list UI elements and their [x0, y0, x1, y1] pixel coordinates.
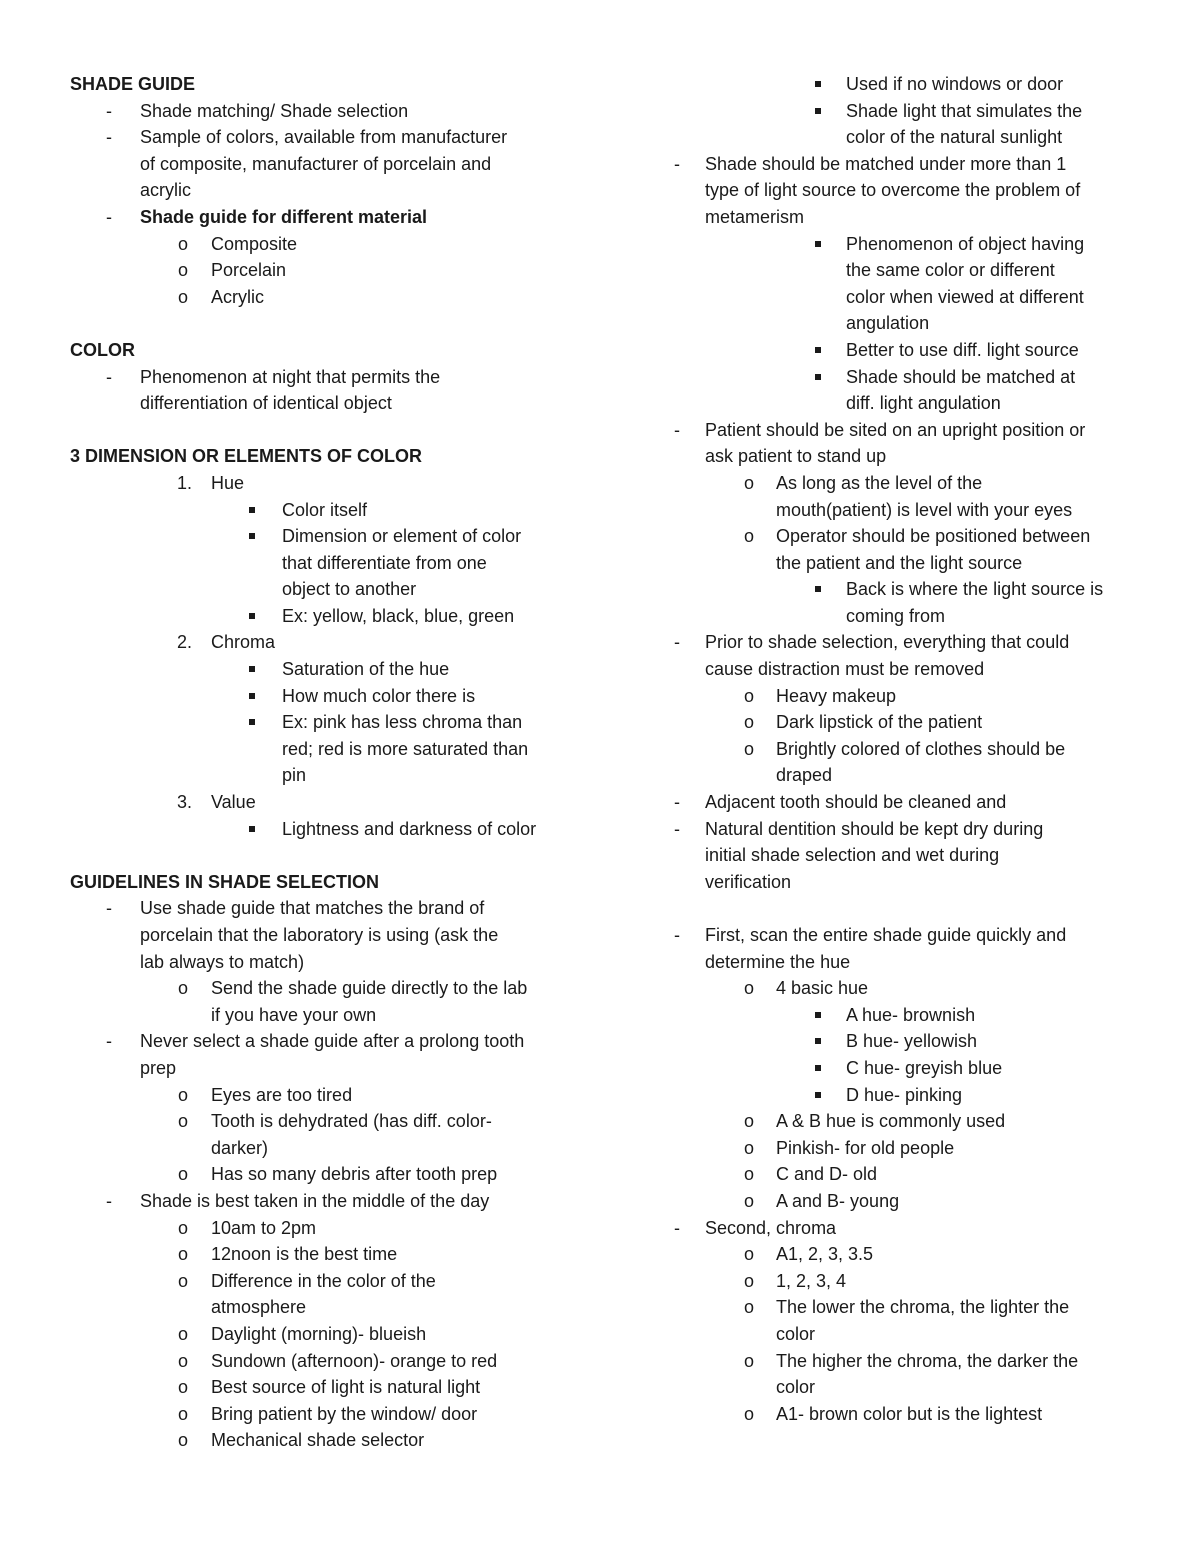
list-item-text: Heavy makeup	[776, 685, 897, 706]
list-item-continuation	[670, 257, 1140, 284]
list-item	[670, 523, 1140, 550]
circle-bullet-icon: o	[178, 1403, 189, 1424]
list-item-text: How much color there is	[282, 685, 476, 706]
list-item-text: Phenomenon of object having	[846, 233, 1085, 254]
list-item-continuation	[70, 576, 590, 603]
list-item-continuation	[70, 151, 590, 178]
list-item	[70, 497, 590, 524]
list-item	[670, 1268, 1140, 1295]
list-item-text: Hue	[211, 472, 245, 493]
list-item-text: diff. light angulation	[846, 393, 1001, 414]
list-item-continuation	[70, 1055, 590, 1082]
circle-bullet-icon: o	[178, 1244, 189, 1265]
list-item	[70, 1241, 590, 1268]
list-item-text: Shade matching/ Shade selection	[140, 100, 409, 121]
list-item	[70, 124, 590, 151]
list-item-text: mouth(patient) is level with your eyes	[776, 499, 1073, 520]
list-item-text: prep	[140, 1057, 177, 1078]
list-item	[670, 417, 1140, 444]
circle-bullet-icon: o	[744, 1244, 755, 1265]
list-item-text: metamerism	[705, 206, 805, 227]
list-item-text: Has so many debris after tooth prep	[211, 1164, 498, 1185]
list-item-continuation	[70, 1294, 590, 1321]
list-item	[670, 683, 1140, 710]
list-item	[670, 576, 1140, 603]
list-item	[70, 1348, 590, 1375]
list-item-text: Prior to shade selection, everything that could	[705, 632, 1070, 653]
list-item-text: initial shade selection and wet during	[705, 845, 1000, 866]
list-item-text: C and D- old	[776, 1164, 878, 1185]
square-bullet-icon	[249, 816, 255, 843]
list-item-text: Bring patient by the window/ door	[211, 1403, 478, 1424]
dash-bullet-icon: -	[674, 925, 680, 945]
list-item-continuation	[670, 284, 1140, 311]
circle-bullet-icon: o	[178, 1377, 189, 1398]
list-item-text: determine the hue	[705, 951, 851, 972]
spacer	[70, 842, 590, 869]
list-item-text: 10am to 2pm	[211, 1217, 317, 1238]
dash-bullet-icon: -	[674, 632, 680, 653]
list-item-text: Shade is best taken in the middle of the day	[140, 1190, 490, 1211]
list-item-text: Best source of light is natural light	[211, 1377, 481, 1398]
list-item-text: darker)	[211, 1137, 269, 1158]
list-item	[670, 816, 1140, 843]
circle-bullet-icon: o	[178, 978, 189, 999]
list-item-text: Phenomenon at night that permits the	[140, 366, 441, 387]
list-number: 3.	[177, 792, 193, 813]
list-item-text: 4 basic hue	[776, 978, 869, 999]
list-item-text: atmosphere	[211, 1297, 307, 1318]
list-item	[70, 1215, 590, 1242]
list-item-text: Chroma	[211, 632, 276, 653]
list-item-text: Mechanical shade selector	[211, 1430, 425, 1451]
list-item	[70, 364, 590, 391]
list-item-text: Color itself	[282, 499, 368, 520]
list-item	[70, 1427, 590, 1454]
list-item-text: Use shade guide that matches the brand of	[140, 898, 485, 919]
circle-bullet-icon: o	[178, 1430, 189, 1451]
list-item-continuation	[70, 390, 590, 417]
spacer	[70, 417, 590, 444]
list-item-text: Shade light that simulates the	[846, 100, 1083, 121]
list-item	[670, 364, 1140, 391]
list-item-text: D hue- pinking	[846, 1084, 963, 1105]
list-item-text: Dimension or element of color	[282, 526, 522, 547]
list-item	[670, 789, 1140, 816]
list-item-continuation	[670, 550, 1140, 577]
list-item-text: Shade guide for different material	[140, 206, 428, 227]
square-bullet-icon	[815, 71, 821, 98]
list-item-text: Adjacent tooth should be cleaned and	[705, 792, 1007, 813]
list-item	[670, 922, 1140, 949]
square-bullet-icon	[815, 364, 821, 391]
list-item-continuation	[670, 949, 1140, 976]
list-item-continuation	[670, 869, 1140, 896]
list-item-text: porcelain that the laboratory is using (ask the	[140, 925, 499, 945]
list-item	[70, 470, 590, 497]
circle-bullet-icon: o	[744, 526, 755, 547]
list-item-continuation	[670, 204, 1140, 231]
list-item	[670, 975, 1140, 1002]
list-item-text: Used if no windows or door	[846, 74, 1064, 94]
list-item-text: color of the natural sunlight	[846, 127, 1063, 148]
list-item-text: draped	[776, 765, 833, 786]
list-item-text: Difference in the color of the	[211, 1270, 436, 1291]
list-item-continuation	[670, 603, 1140, 630]
list-item-text: differentiation of identical object	[140, 393, 392, 414]
list-item-text: Natural dentition should be kept dry during	[705, 818, 1044, 839]
dash-bullet-icon: -	[106, 1031, 112, 1052]
list-item	[670, 1294, 1140, 1321]
list-item-text: red; red is more saturated than	[282, 738, 529, 759]
circle-bullet-icon: o	[744, 1111, 755, 1132]
list-item	[70, 231, 590, 258]
list-item	[70, 656, 590, 683]
list-item-text: Back is where the light source is	[846, 579, 1104, 600]
list-item	[670, 1082, 1140, 1109]
list-item-text: Daylight (morning)- blueish	[211, 1323, 427, 1344]
list-item	[70, 603, 590, 630]
list-item-text: 1, 2, 3, 4	[776, 1270, 847, 1291]
list-item-continuation	[670, 497, 1140, 524]
list-item-text: Acrylic	[211, 286, 264, 307]
circle-bullet-icon: o	[744, 472, 755, 493]
list-item-continuation	[70, 736, 590, 763]
list-item-text: Send the shade guide directly to the lab	[211, 978, 528, 999]
list-item-text: Value	[211, 792, 256, 813]
square-bullet-icon	[249, 523, 255, 550]
list-item-continuation	[670, 842, 1140, 869]
list-item-text: type of light source to overcome the problem of	[705, 180, 1081, 201]
list-item-continuation	[70, 922, 590, 949]
dash-bullet-icon: -	[106, 100, 112, 121]
list-item	[70, 816, 590, 843]
list-item-text: Composite	[211, 233, 298, 254]
list-item-continuation	[70, 949, 590, 976]
list-item-text: ask patient to stand up	[705, 446, 887, 467]
list-item-text: A1, 2, 3, 3.5	[776, 1244, 874, 1265]
list-item-text: angulation	[846, 313, 930, 334]
list-item	[670, 1188, 1140, 1215]
dash-bullet-icon: -	[106, 206, 112, 227]
list-item	[670, 1215, 1140, 1242]
list-item-text: if you have your own	[211, 1004, 377, 1025]
list-item	[70, 1108, 590, 1135]
list-item-text: verification	[705, 871, 792, 892]
list-item-text: Tooth is dehydrated (has diff. color-	[211, 1111, 492, 1132]
list-item	[70, 1082, 590, 1109]
list-item-text: acrylic	[140, 180, 192, 201]
square-bullet-icon	[815, 337, 821, 364]
circle-bullet-icon: o	[178, 1164, 189, 1185]
list-item-text: Ex: pink has less chroma than	[282, 712, 523, 733]
list-item-text: Ex: yellow, black, blue, green	[282, 605, 515, 626]
list-item-text: color	[776, 1377, 816, 1398]
list-item-text: Operator should be positioned between	[776, 526, 1091, 547]
list-item-continuation	[670, 310, 1140, 337]
dash-bullet-icon: -	[106, 366, 112, 387]
list-item	[70, 629, 590, 656]
list-item-text: A & B hue is commonly used	[776, 1111, 1006, 1132]
list-item-text: Dark lipstick of the patient	[776, 712, 983, 733]
list-item-text: 12noon is the best time	[211, 1244, 398, 1265]
section-heading: 3 DIMENSION OR ELEMENTS OF COLOR	[70, 446, 423, 467]
list-item-continuation	[670, 443, 1140, 470]
list-item	[70, 523, 590, 550]
list-item-text: Better to use diff. light source	[846, 339, 1079, 360]
list-item-text: Eyes are too tired	[211, 1084, 353, 1105]
section-heading: GUIDELINES IN SHADE SELECTION	[70, 871, 380, 892]
list-item-text: Pinkish- for old people	[776, 1137, 955, 1158]
list-item-text: B hue- yellowish	[846, 1031, 978, 1052]
list-item	[670, 1002, 1140, 1029]
list-item	[70, 1188, 590, 1215]
circle-bullet-icon: o	[744, 1270, 755, 1291]
list-item	[670, 1401, 1140, 1428]
list-number: 1.	[177, 472, 193, 493]
list-item	[670, 98, 1140, 125]
list-item	[670, 1108, 1140, 1135]
list-item-continuation	[70, 1002, 590, 1029]
list-item	[70, 1028, 590, 1055]
square-bullet-icon	[815, 1028, 821, 1055]
list-item-text: of composite, manufacturer of porcelain and	[140, 153, 492, 174]
dash-bullet-icon: -	[674, 792, 680, 813]
spacer	[70, 310, 590, 337]
square-bullet-icon	[815, 1002, 821, 1029]
list-item	[670, 709, 1140, 736]
circle-bullet-icon: o	[178, 1270, 189, 1291]
circle-bullet-icon: o	[178, 233, 189, 254]
square-bullet-icon	[249, 709, 255, 736]
square-bullet-icon	[815, 1055, 821, 1082]
list-item-text: As long as the level of the	[776, 472, 983, 493]
circle-bullet-icon: o	[744, 1164, 755, 1185]
dash-bullet-icon: -	[106, 1190, 112, 1211]
list-item-text: Second, chroma	[705, 1217, 837, 1238]
list-item-continuation	[670, 656, 1140, 683]
list-item-text: First, scan the entire shade guide quickly and	[705, 925, 1067, 945]
square-bullet-icon	[815, 576, 821, 603]
square-bullet-icon	[249, 497, 255, 524]
list-item-text: color	[776, 1323, 816, 1344]
list-item-continuation	[70, 1135, 590, 1162]
list-item-text: pin	[282, 765, 307, 786]
list-item-text: color when viewed at different	[846, 286, 1084, 307]
list-item	[70, 975, 590, 1002]
list-item-text: lab always to match)	[140, 951, 305, 972]
list-item	[670, 71, 1140, 98]
square-bullet-icon	[815, 1082, 821, 1109]
circle-bullet-icon: o	[178, 1323, 189, 1344]
circle-bullet-icon: o	[744, 1350, 755, 1371]
list-number: 2.	[177, 632, 193, 653]
circle-bullet-icon: o	[178, 1217, 189, 1238]
list-item-text: The higher the chroma, the darker the	[776, 1350, 1079, 1371]
list-item	[70, 98, 590, 125]
list-item-text: Shade should be matched under more than 1	[705, 153, 1067, 174]
list-item-text: Sundown (afternoon)- orange to red	[211, 1350, 498, 1371]
list-item-continuation	[70, 550, 590, 577]
circle-bullet-icon: o	[744, 738, 755, 759]
list-item	[670, 629, 1140, 656]
list-item	[670, 1161, 1140, 1188]
list-item-continuation	[670, 124, 1140, 151]
circle-bullet-icon: o	[744, 1403, 755, 1424]
dash-bullet-icon: -	[674, 153, 680, 174]
square-bullet-icon	[249, 683, 255, 710]
list-item	[70, 1374, 590, 1401]
section-heading: COLOR	[70, 339, 135, 360]
list-item	[70, 683, 590, 710]
list-item-text: Brightly colored of clothes should be	[776, 738, 1066, 759]
list-item-text: Porcelain	[211, 260, 287, 281]
list-item-continuation	[670, 762, 1140, 789]
list-item-text: A1- brown color but is the lightest	[776, 1403, 1043, 1424]
list-item	[70, 284, 590, 311]
dash-bullet-icon: -	[674, 1217, 680, 1238]
list-item-continuation	[670, 1374, 1140, 1401]
list-item-text: coming from	[846, 605, 946, 626]
circle-bullet-icon: o	[178, 286, 189, 307]
dash-bullet-icon: -	[106, 127, 112, 148]
circle-bullet-icon: o	[178, 1111, 189, 1132]
list-item-text: the patient and the light source	[776, 552, 1023, 573]
circle-bullet-icon: o	[178, 1084, 189, 1105]
left-column	[70, 71, 590, 1454]
list-item-text: Sample of colors, available from manufacturer	[140, 127, 508, 148]
dash-bullet-icon: -	[106, 898, 112, 919]
list-item-text: A hue- brownish	[846, 1004, 976, 1025]
list-item	[70, 257, 590, 284]
circle-bullet-icon: o	[744, 1190, 755, 1211]
list-item	[670, 1348, 1140, 1375]
list-item-text: C hue- greyish blue	[846, 1057, 1003, 1078]
circle-bullet-icon: o	[744, 1297, 755, 1318]
list-item	[70, 1321, 590, 1348]
list-item-continuation	[670, 1321, 1140, 1348]
section-heading: SHADE GUIDE	[70, 74, 196, 94]
list-item	[70, 709, 590, 736]
list-item-continuation	[670, 177, 1140, 204]
list-item-continuation	[670, 390, 1140, 417]
spacer	[670, 895, 1140, 922]
list-item-text: Patient should be sited on an upright position or	[705, 419, 1086, 440]
dash-bullet-icon: -	[674, 818, 680, 839]
list-item	[670, 1135, 1140, 1162]
dash-bullet-icon: -	[674, 419, 680, 440]
square-bullet-icon	[249, 656, 255, 683]
list-item-text: that differentiate from one	[282, 552, 487, 573]
list-item	[670, 736, 1140, 763]
list-item	[70, 789, 590, 816]
list-item	[670, 1028, 1140, 1055]
list-item	[670, 470, 1140, 497]
circle-bullet-icon: o	[744, 978, 755, 999]
list-item-text: Saturation of the hue	[282, 659, 450, 680]
list-item-text: Shade should be matched at	[846, 366, 1076, 387]
list-item	[70, 895, 590, 922]
circle-bullet-icon: o	[744, 712, 755, 733]
list-item	[670, 337, 1140, 364]
list-item	[670, 1055, 1140, 1082]
circle-bullet-icon: o	[178, 1350, 189, 1371]
list-item	[70, 1401, 590, 1428]
circle-bullet-icon: o	[178, 260, 189, 281]
square-bullet-icon	[815, 98, 821, 125]
list-item	[70, 204, 590, 231]
list-item	[70, 1161, 590, 1188]
list-item-continuation	[70, 177, 590, 204]
circle-bullet-icon: o	[744, 1137, 755, 1158]
list-item	[70, 1268, 590, 1295]
square-bullet-icon	[249, 603, 255, 630]
list-item-text: Lightness and darkness of color	[282, 818, 537, 839]
list-item	[670, 231, 1140, 258]
list-item-text: the same color or different	[846, 260, 1055, 281]
list-item-text: The lower the chroma, the lighter the	[776, 1297, 1070, 1318]
list-item-text: Never select a shade guide after a prolong tooth	[140, 1031, 525, 1052]
circle-bullet-icon: o	[744, 685, 755, 706]
list-item	[670, 151, 1140, 178]
list-item-text: cause distraction must be removed	[705, 659, 985, 680]
right-column	[670, 71, 1140, 1427]
list-item-continuation	[70, 762, 590, 789]
list-item-text: object to another	[282, 579, 417, 600]
list-item-text: A and B- young	[776, 1190, 900, 1211]
square-bullet-icon	[815, 231, 821, 258]
list-item	[670, 1241, 1140, 1268]
